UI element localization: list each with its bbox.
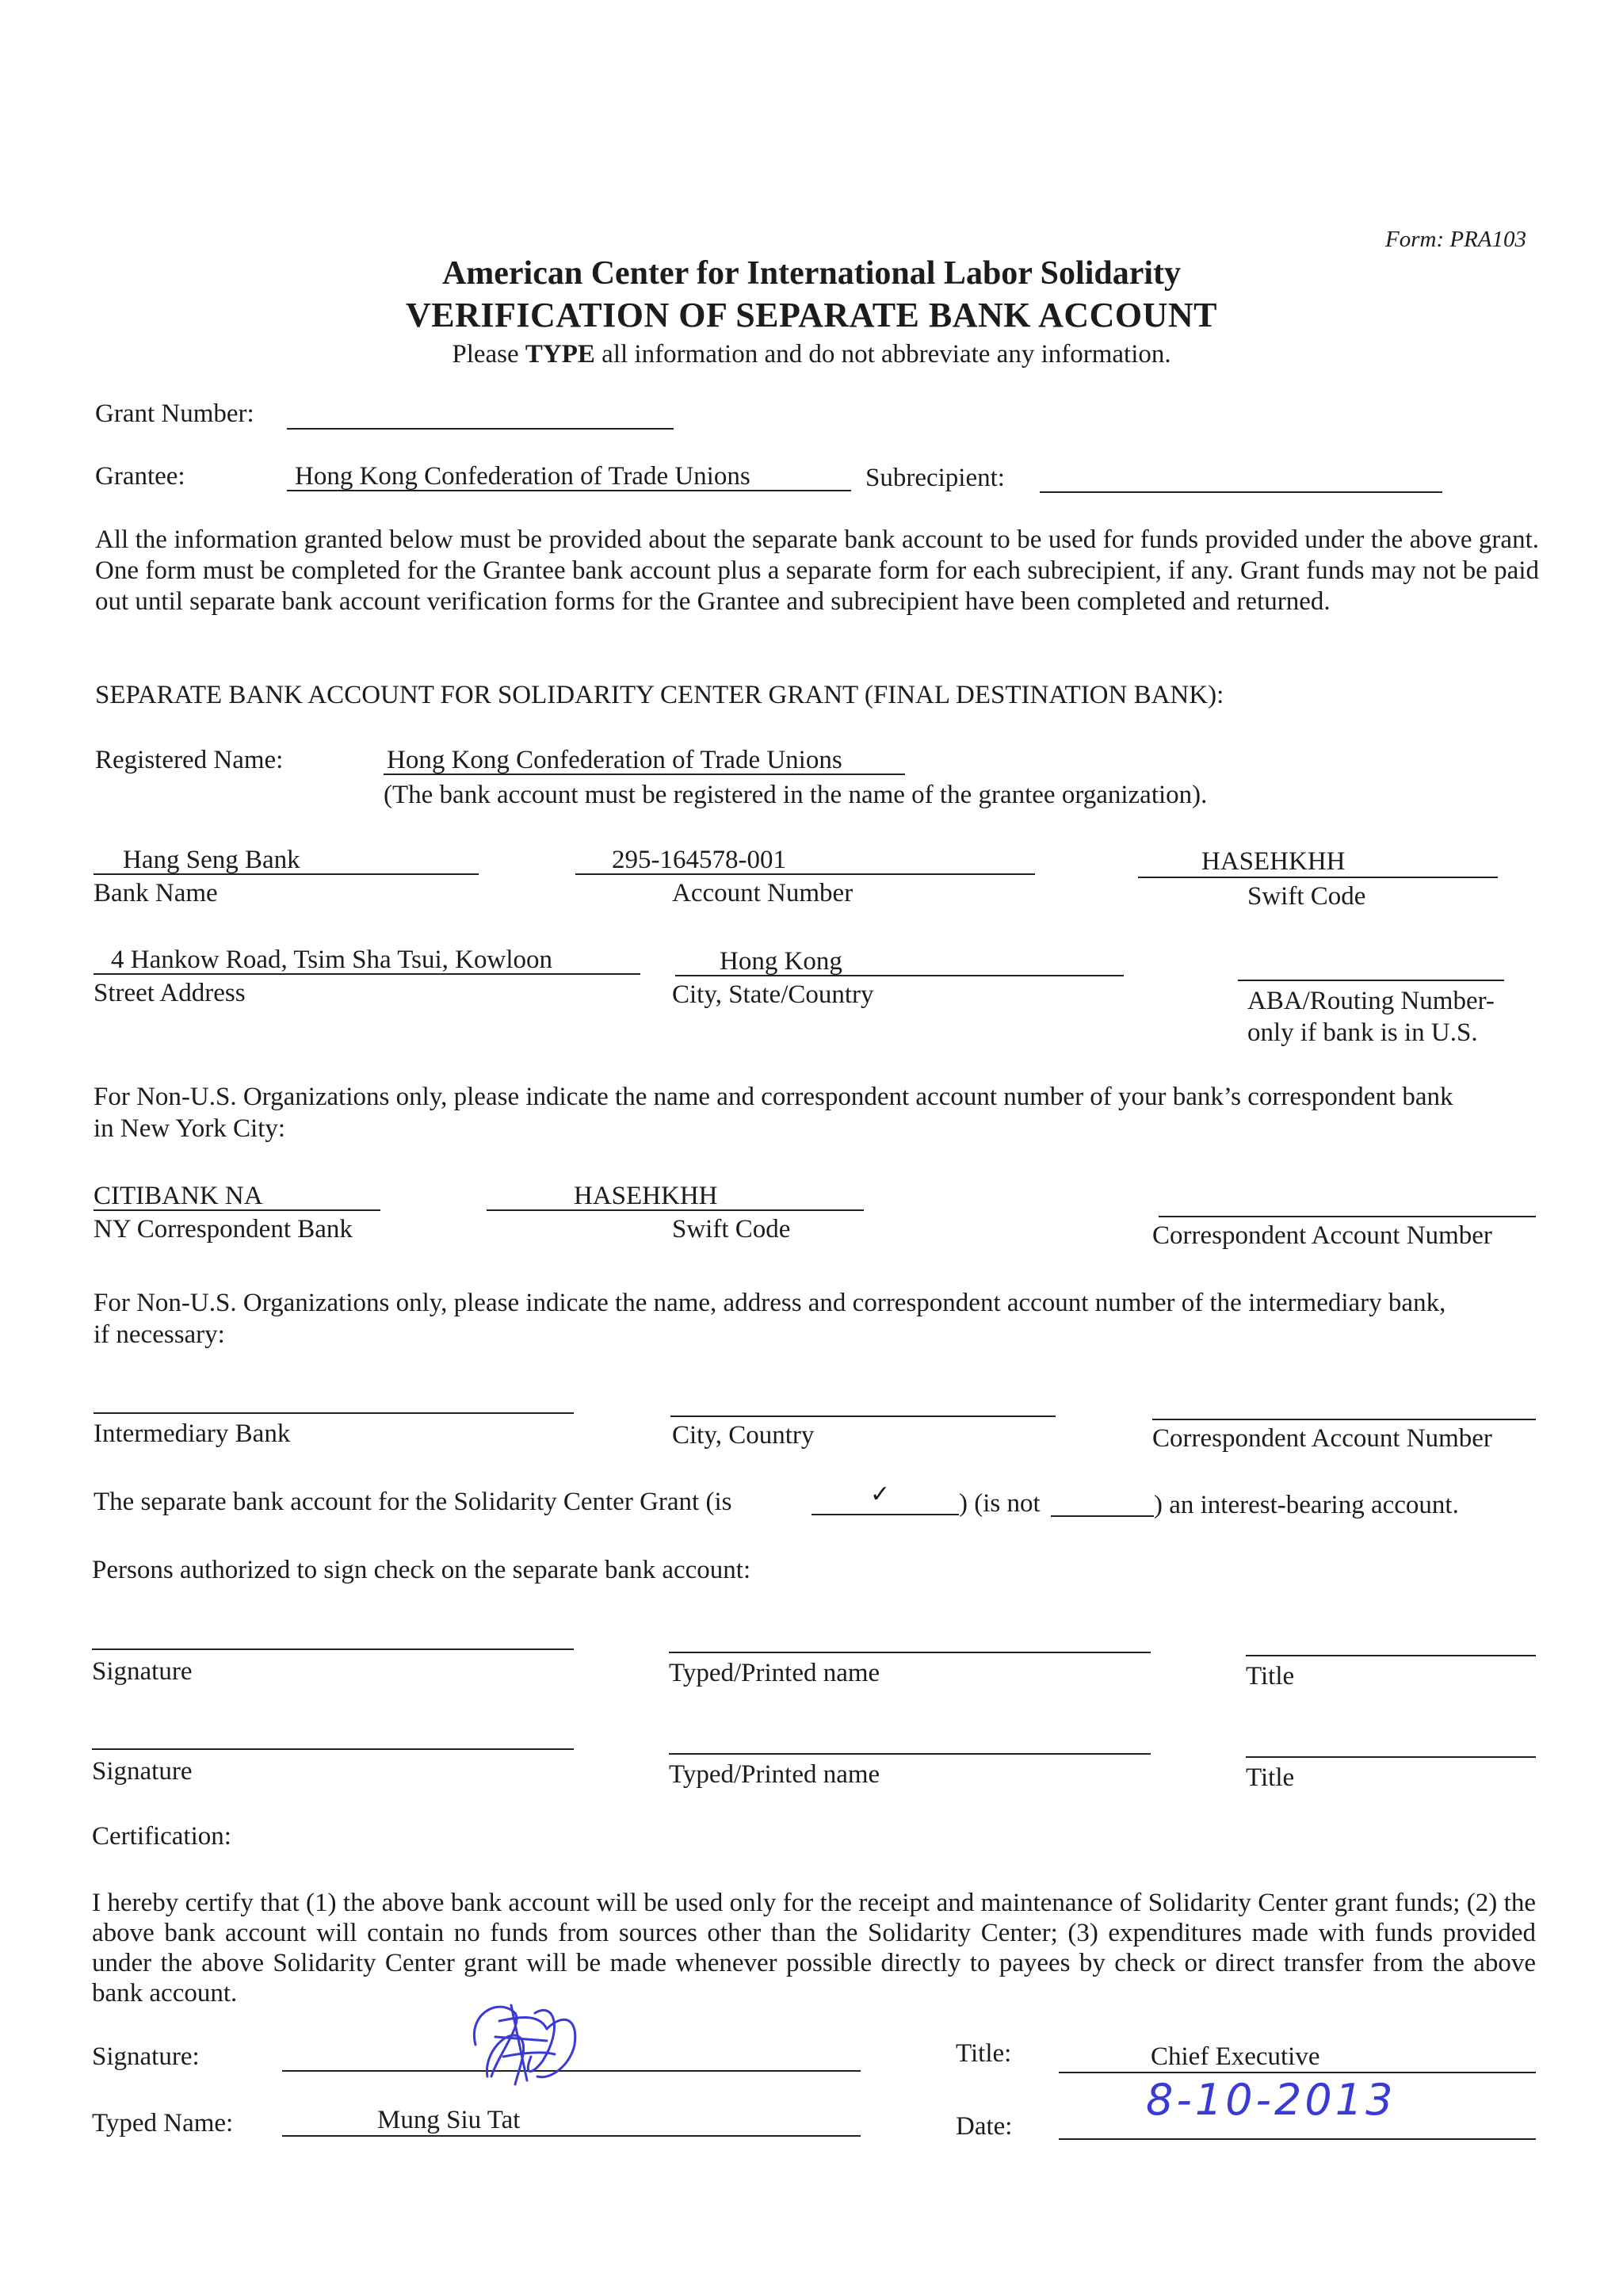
city-value: Hong Kong: [720, 947, 842, 976]
cert-signature-label: Signature:: [92, 2042, 200, 2071]
intermediary-city-label: City, Country: [672, 1421, 815, 1450]
street-address-field[interactable]: [94, 973, 640, 975]
registered-name-field[interactable]: [384, 774, 905, 775]
signature-field-1[interactable]: [92, 1648, 574, 1650]
street-address-value: 4 Hankow Road, Tsim Sha Tsui, Kowloon: [111, 946, 553, 974]
printed-name-field-2[interactable]: [669, 1753, 1151, 1755]
interest-text-mid: ) (is not: [959, 1489, 1041, 1518]
intermediary-bank-field[interactable]: [94, 1412, 574, 1414]
printed-name-field-1[interactable]: [669, 1652, 1151, 1653]
cert-title-value: Chief Executive: [1151, 2042, 1320, 2071]
subrecipient-field[interactable]: [1040, 491, 1442, 493]
grant-number-field[interactable]: [287, 428, 674, 430]
typed-name-value: Mung Siu Tat: [377, 2106, 521, 2134]
title-field-2[interactable]: [1246, 1756, 1536, 1758]
intermediary-city-field[interactable]: [670, 1415, 1056, 1417]
correspondent-swift-value: HASEHKHH: [574, 1182, 718, 1210]
form-instruction: [0, 339, 1623, 371]
signature-label-2: Signature: [92, 1757, 193, 1786]
date-field[interactable]: [1059, 2138, 1536, 2140]
typed-name-label: Typed Name:: [92, 2109, 234, 2137]
interest-text-end: ) an interest-bearing account.: [1154, 1491, 1459, 1519]
certification-text: I hereby certify that (1) the above bank account will be used only for the receipt and maintenance of Solidarity Center grant funds; (2) the above bank account will contain no funds from sources other than the Solidarity Center; (3) expenditures made with funds provided under the above Solidarity Center grant will be made whenever possible directly to payees by check or direct transfer from the above bank account.: [92, 1889, 1536, 2008]
certification-label: Certification:: [92, 1822, 231, 1851]
intermediary-account-label: Correspondent Account Number: [1152, 1424, 1492, 1453]
correspondent-bank-field[interactable]: [94, 1209, 380, 1211]
swift-code-label: Swift Code: [1247, 882, 1366, 911]
cert-title-label: Title:: [956, 2039, 1012, 2068]
title-label-1: Title: [1246, 1662, 1295, 1690]
date-value-handwritten: 8-10-2013: [1146, 2075, 1396, 2125]
correspondent-intro: For Non-U.S. Organizations only, please indicate the name and correspondent account number of your bank’s correspondent bank in New York City:: [94, 1083, 1453, 1143]
grantee-value: Hong Kong Confederation of Trade Unions: [295, 462, 750, 491]
instruction-text-end: all information and do not abbreviate any information.: [594, 340, 1171, 369]
correspondent-swift-field[interactable]: [487, 1209, 864, 1211]
city-label: City, State/Country: [672, 980, 874, 1009]
date-label: Date:: [956, 2112, 1013, 2141]
registered-name-value: Hong Kong Confederation of Trade Unions: [387, 746, 842, 774]
intermediary-account-field[interactable]: [1152, 1419, 1536, 1420]
intermediary-intro: For Non-U.S. Organizations only, please indicate the name, address and correspondent account number of the intermediary bank, if necessary:: [94, 1289, 1446, 1349]
registered-name-label: Registered Name:: [95, 746, 284, 774]
cert-title-field[interactable]: [1059, 2072, 1536, 2073]
checkmark-icon: ✓: [870, 1480, 891, 1508]
interest-text-start: The separate bank account for the Solidarity Center Grant (is: [94, 1488, 732, 1516]
title-label-2: Title: [1246, 1763, 1295, 1792]
aba-routing-label: ABA/Routing Number-: [1247, 987, 1495, 1015]
signature-label-1: Signature: [92, 1657, 193, 1686]
city-field[interactable]: [675, 975, 1124, 976]
correspondent-account-label: Correspondent Account Number: [1152, 1221, 1492, 1250]
section-title: SEPARATE BANK ACCOUNT FOR SOLIDARITY CENTER GRANT (FINAL DESTINATION BANK):: [95, 681, 1224, 709]
title-field-1[interactable]: [1246, 1655, 1536, 1656]
registered-name-note: (The bank account must be registered in the name of the grantee organization).: [384, 781, 1208, 809]
grantee-label: Grantee:: [95, 462, 185, 491]
signature-field-2[interactable]: [92, 1748, 574, 1750]
subrecipient-label: Subrecipient:: [865, 464, 1005, 492]
street-address-label: Street Address: [94, 979, 246, 1007]
interest-is-not-field[interactable]: [1051, 1515, 1154, 1517]
form-number: Form: PRA103: [1385, 227, 1526, 252]
grant-number-label: Grant Number:: [95, 399, 254, 428]
swift-code-field[interactable]: [1138, 877, 1498, 878]
intermediary-bank-label: Intermediary Bank: [94, 1419, 291, 1448]
form-title: VERIFICATION OF SEPARATE BANK ACCOUNT: [405, 296, 1218, 334]
account-number-label: Account Number: [672, 879, 854, 907]
interest-is-field[interactable]: [812, 1514, 959, 1515]
bank-name-field[interactable]: [94, 873, 479, 875]
printed-name-label-2: Typed/Printed name: [669, 1760, 880, 1789]
correspondent-swift-label: Swift Code: [672, 1215, 791, 1244]
bank-name-label: Bank Name: [94, 879, 218, 907]
account-number-field[interactable]: [575, 873, 1035, 875]
aba-routing-field[interactable]: [1238, 980, 1504, 981]
grantee-field[interactable]: [287, 490, 851, 491]
intro-paragraph: All the information granted below must be provided about the separate bank account to be used for funds provided under the above grant. One form must be completed for the Grantee bank account plus a separate form for each subrecipient, if any. Grant funds may not be paid out until separate bank account verification forms for the Grantee and subrecipient have been completed and returned.: [95, 525, 1539, 616]
bank-name-value: Hang Seng Bank: [123, 846, 300, 874]
aba-routing-note: only if bank is in U.S.: [1247, 1018, 1478, 1047]
handwritten-signature: [444, 1981, 602, 2100]
typed-name-field[interactable]: [282, 2135, 861, 2137]
correspondent-bank-label: NY Correspondent Bank: [94, 1215, 353, 1244]
instruction-emphasis: TYPE: [525, 340, 595, 369]
organization-name: American Center for International Labor Solidarity: [441, 255, 1182, 292]
authorized-intro: Persons authorized to sign check on the separate bank account:: [92, 1556, 751, 1584]
printed-name-label-1: Typed/Printed name: [669, 1659, 880, 1687]
account-number-value: 295-164578-001: [612, 846, 786, 874]
correspondent-bank-value: CITIBANK NA: [94, 1182, 263, 1210]
instruction-text: Please: [452, 340, 525, 369]
swift-code-value: HASEHKHH: [1201, 847, 1346, 876]
correspondent-account-field[interactable]: [1159, 1216, 1536, 1217]
